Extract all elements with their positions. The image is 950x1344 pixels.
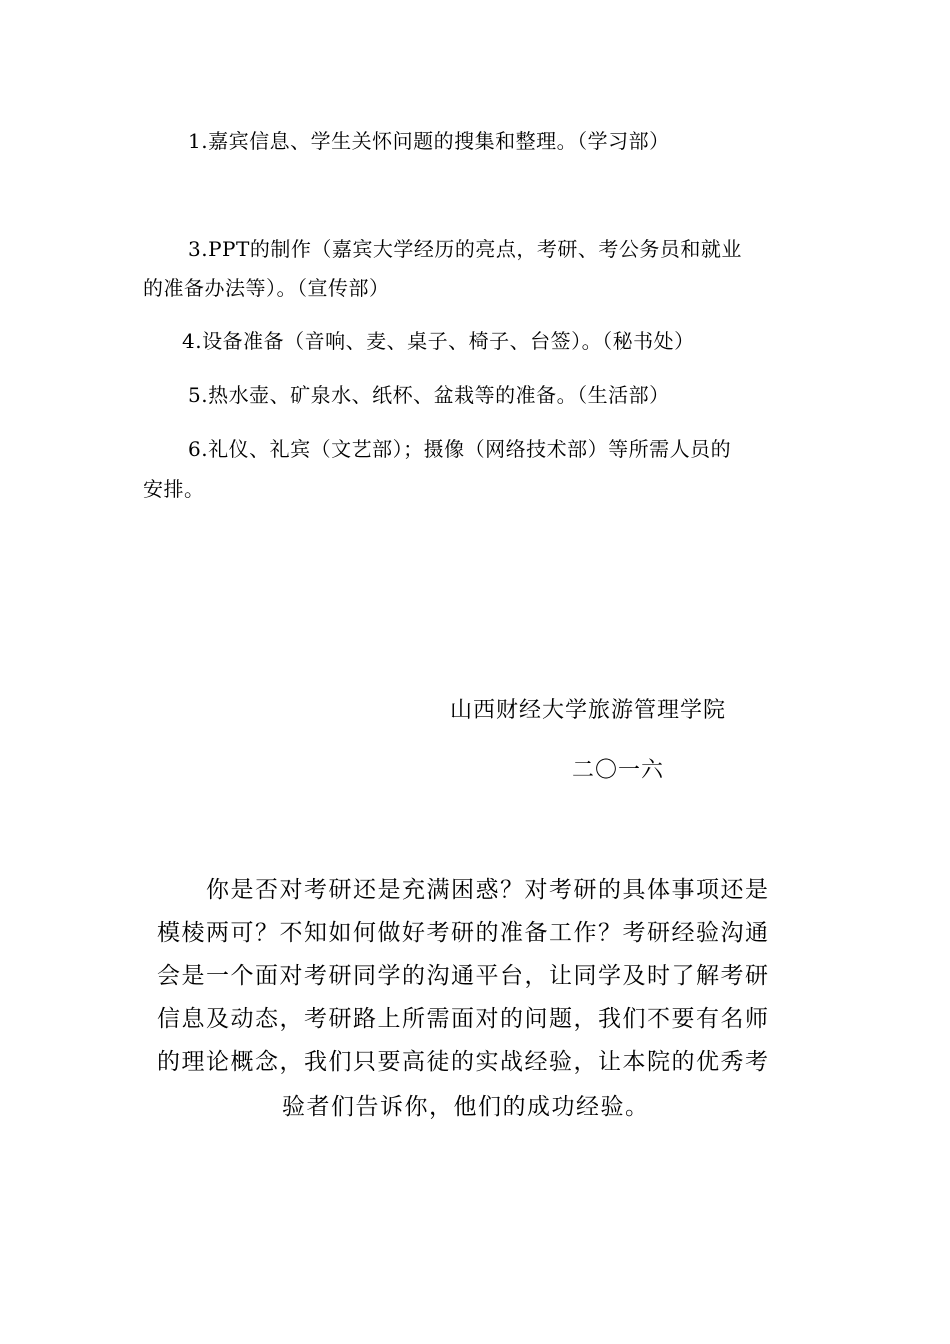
organization-name: 山西财经大学旅游管理学院 (450, 698, 727, 723)
task-item-6: 6.礼仪、礼宾（文艺部）；摄像（网络技术部）等所需人员的 (188, 437, 732, 461)
task-item-3-continued: 的准备办法等）。（宣传部） (143, 276, 390, 300)
signature-date: 二〇一六 (572, 758, 665, 783)
intro-line: 信息及动态，考研路上所需面对的问题，我们不要有名师 (157, 1006, 770, 1032)
intro-line: 会是一个面对考研同学的沟通平台，让同学及时了解考研 (157, 963, 770, 989)
intro-line: 你是否对考研还是充满困惑？对考研的具体事项还是 (206, 877, 770, 903)
intro-line: 模棱两可？不知如何做好考研的准备工作？考研经验沟通 (157, 920, 770, 946)
task-item-4: 4.设备准备（音响、麦、桌子、椅子、台签）。（秘书处） (182, 329, 695, 353)
intro-line: 验者们告诉你，他们的成功经验。 (282, 1094, 650, 1120)
task-item-1: 1.嘉宾信息、学生关怀问题的搜集和整理。（学习部） (188, 129, 670, 153)
task-item-6-continued: 安排。 (143, 477, 205, 501)
task-item-5: 5.热水壶、矿泉水、纸杯、盆栽等的准备。（生活部） (188, 383, 670, 407)
intro-line: 的理论概念，我们只要高徒的实战经验，让本院的优秀考 (157, 1049, 770, 1075)
task-item-3: 3.PPT的制作（嘉宾大学经历的亮点，考研、考公务员和就业 (188, 237, 742, 261)
